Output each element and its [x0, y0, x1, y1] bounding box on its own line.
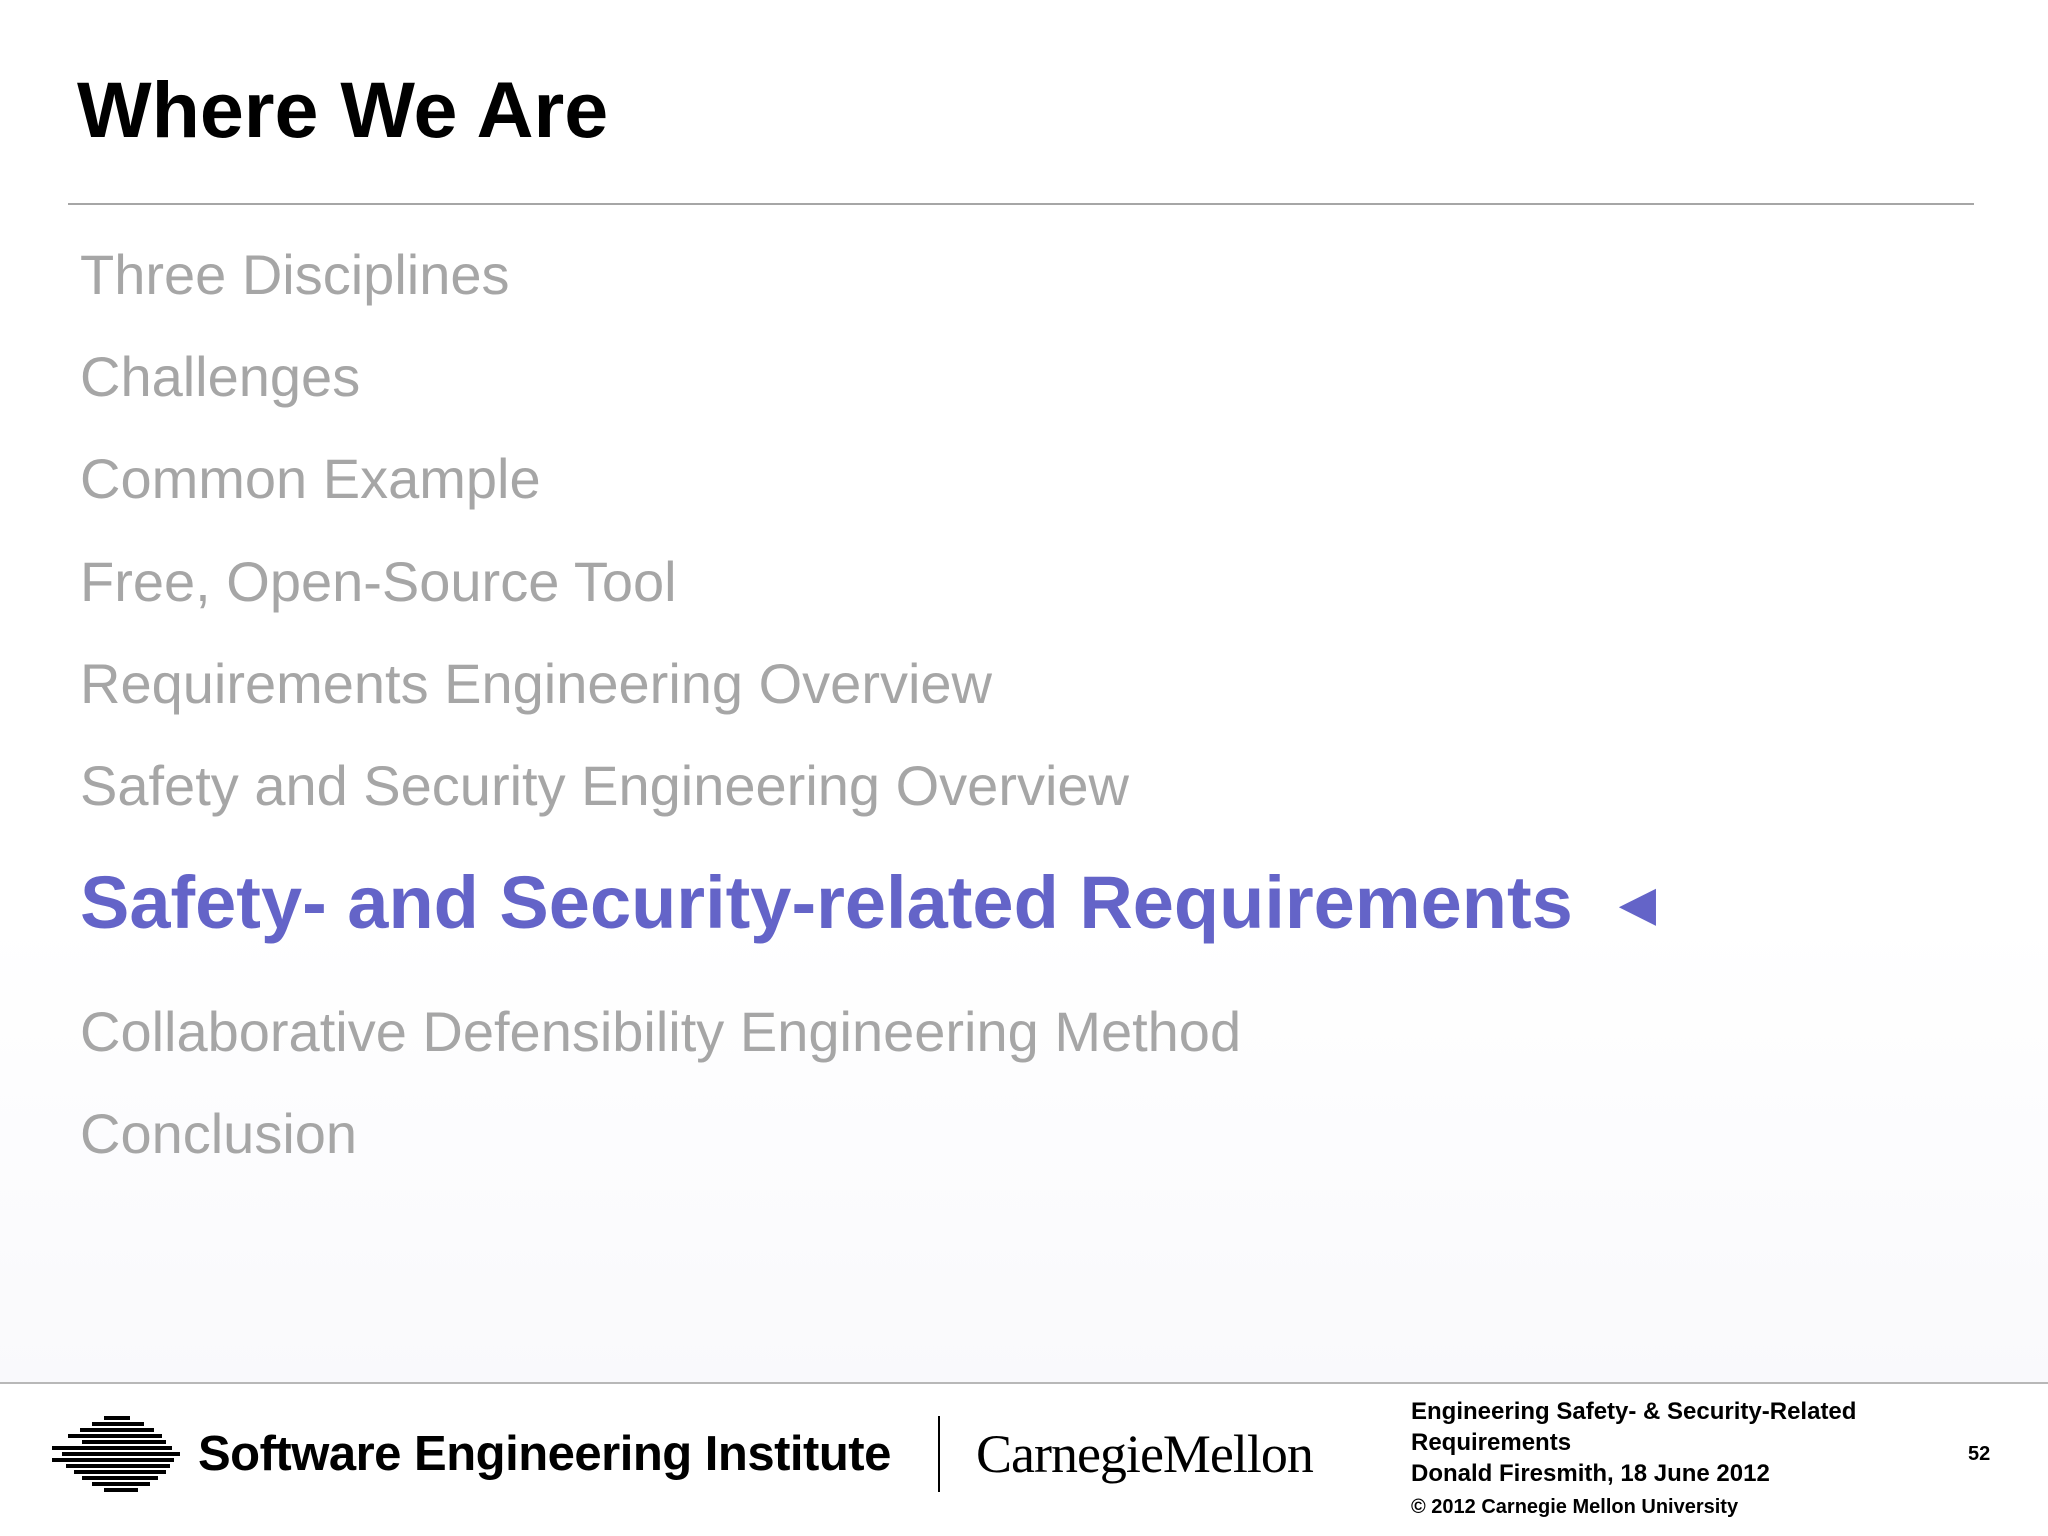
agenda-item-label: Collaborative Defensibility Engineering Method [80, 1000, 1242, 1063]
presentation-title-line1: Engineering Safety- & Security-Related [1411, 1398, 1857, 1425]
agenda-item-label: Conclusion [80, 1102, 358, 1165]
author-date: Donald Firesmith, 18 June 2012 [1411, 1460, 1770, 1487]
agenda-item-label: Free, Open-Source Tool [80, 550, 677, 613]
agenda-item [80, 240, 510, 310]
agenda-item-label: Challenges [80, 345, 361, 408]
sei-striped-globe-icon [52, 1416, 180, 1496]
copyright-notice: © 2012 Carnegie Mellon University [1411, 1496, 1739, 1518]
slide-title: Where We Are [77, 65, 609, 154]
page-number: 52 [1968, 1443, 1991, 1465]
agenda-item-label: Requirements Engineering Overview [80, 652, 992, 715]
slide-footer [0, 1384, 2048, 1536]
sei-logo-text: Software Engineering Institute [198, 1427, 891, 1481]
agenda-item-label: Safety and Security Engineering Overview [80, 754, 1129, 817]
current-section-arrow-icon: ◄ [1606, 870, 1669, 939]
agenda-item [80, 751, 1129, 821]
presentation-title-line2: Requirements [1411, 1429, 1572, 1456]
agenda-item [80, 997, 1241, 1067]
agenda-item [80, 1099, 357, 1169]
agenda-item [80, 342, 360, 412]
agenda-item-label: Common Example [80, 447, 541, 510]
cmu-logo-text: CarnegieMellon [976, 1424, 1313, 1484]
agenda-item-label: Safety- and Security-related Requirements [80, 861, 1573, 944]
agenda-item-current [80, 858, 1668, 950]
presentation-info [1411, 1396, 1856, 1489]
agenda-item [80, 649, 992, 719]
agenda-item [80, 547, 677, 617]
logo-divider [938, 1416, 940, 1492]
title-divider [68, 203, 1974, 205]
agenda-item-label: Three Disciplines [80, 243, 510, 306]
agenda-item [80, 444, 541, 514]
